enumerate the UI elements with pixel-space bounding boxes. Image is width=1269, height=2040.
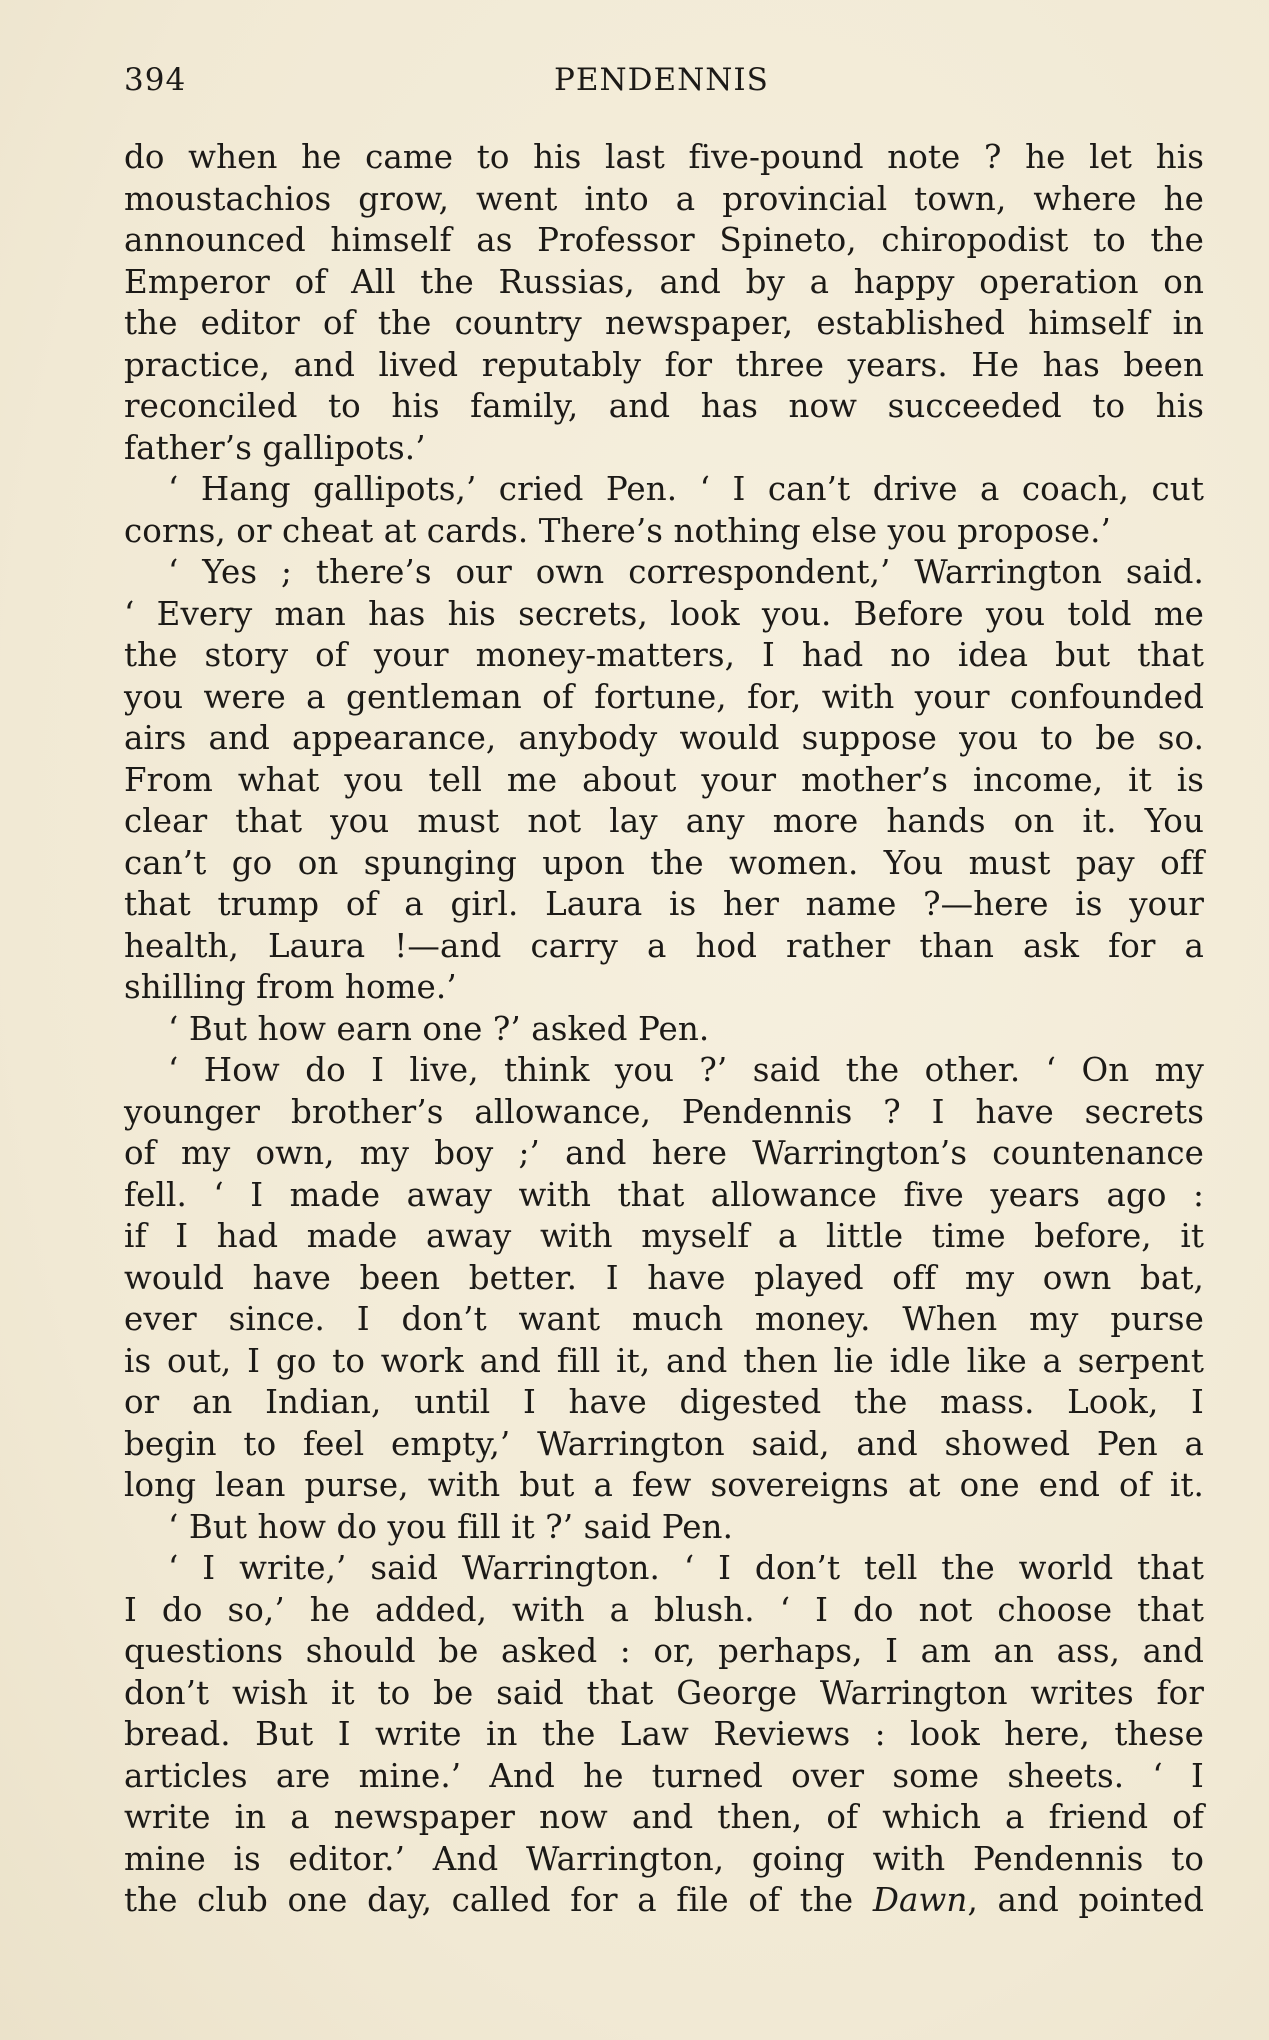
text-line-content: the editor of the country newspaper, established himself in: [124, 304, 1204, 342]
text-line: [124, 1299, 1204, 1341]
text-line: [124, 760, 1204, 802]
text-line: [124, 1258, 1204, 1300]
text-line-content: or an Indian, until I have digested the mass. Look, I: [124, 1383, 1204, 1421]
text-line: [124, 1050, 1204, 1092]
text-line-tail: , and pointed: [967, 1881, 1204, 1919]
text-line: [124, 179, 1204, 221]
text-line: [124, 718, 1204, 760]
text-line: [124, 1631, 1204, 1673]
text-line: [124, 1341, 1204, 1383]
text-line-content: ‘ Hang gallipots,’ cried Pen. ‘ I can’t drive a coach, cut: [168, 470, 1204, 508]
text-line-content: ‘ But how do you fill it ?’ said Pen.: [168, 1507, 734, 1546]
text-line-content: the club one day, called for a file of the: [124, 1881, 873, 1919]
text-line: [124, 677, 1204, 719]
text-line: [124, 137, 1204, 179]
text-line: [124, 386, 1204, 428]
text-line-content: do when he came to his last five-pound note ? he let his: [124, 138, 1204, 176]
text-line: [124, 1756, 1204, 1798]
body-text: [124, 137, 1204, 1922]
text-line-content: From what you tell me about your mother’s income, it is: [124, 760, 1204, 799]
text-line-content: begin to feel empty,’ Warrington said, and showed Pen a: [124, 1424, 1204, 1463]
text-line-content: I do so,’ he added, with a blush. ‘ I do not choose that: [124, 1590, 1204, 1629]
text-line: [124, 428, 1204, 470]
text-line: [124, 635, 1204, 677]
text-line-content: moustachios grow, went into a provincial town, where he: [124, 179, 1204, 218]
text-line-content: write in a newspaper now and then, of which a friend of: [124, 1798, 1204, 1836]
text-line: [124, 1382, 1204, 1424]
text-line-content: is out, I go to work and fill it, and then lie idle like a serpent: [124, 1341, 1204, 1380]
text-line-content: airs and appearance, anybody would suppose you to be so.: [124, 719, 1204, 757]
text-line-content: ‘ I write,’ said Warrington. ‘ I don’t tell the world that: [168, 1549, 1204, 1587]
text-line: [124, 552, 1204, 594]
text-line: [124, 1673, 1204, 1715]
text-line: [124, 1009, 1204, 1051]
text-line-content: Emperor of All the Russias, and by a happy operation on: [124, 262, 1204, 301]
text-line-content: younger brother’s allowance, Pendennis ? I have secrets: [124, 1092, 1204, 1131]
text-line-content: ‘ Yes ; there’s our own correspondent,’ Warrington said.: [168, 553, 1204, 591]
text-line: [124, 345, 1204, 387]
text-line: [124, 801, 1204, 843]
text-line-content: practice, and lived reputably for three years. He has been: [124, 345, 1204, 384]
italic-title: Dawn: [872, 1881, 968, 1919]
text-line: [124, 1714, 1204, 1756]
text-line: [124, 220, 1204, 262]
text-line: [124, 303, 1204, 345]
text-line: [124, 1216, 1204, 1258]
text-line-content: would have been better. I have played off my own bat,: [124, 1258, 1204, 1297]
text-line-content: questions should be asked : or, perhaps, I am an ass, and: [124, 1632, 1204, 1670]
page-header: [124, 62, 1204, 106]
text-line-content: father’s gallipots.’: [124, 428, 426, 467]
text-line-content: ‘ How do I live, think you ?’ said the other. ‘ On my: [168, 1051, 1204, 1089]
text-line: [124, 262, 1204, 304]
text-line-content: mine is editor.’ And Warrington, going with Pendennis to: [124, 1839, 1204, 1878]
text-line-content: ‘ But how earn one ?’ asked Pen.: [168, 1009, 710, 1048]
text-line-content: announced himself as Professor Spineto, chiropodist to the: [124, 221, 1204, 259]
text-line: [124, 884, 1204, 926]
running-head: PENDENNIS: [554, 62, 769, 98]
text-line: [124, 1133, 1204, 1175]
text-line: [124, 843, 1204, 885]
text-line: [124, 926, 1204, 968]
text-line: [124, 1839, 1204, 1881]
text-line-content: don’t wish it to be said that George Warrington writes for: [124, 1673, 1204, 1712]
text-line: [124, 511, 1204, 553]
text-line-content: corns, or cheat at cards. There’s nothing else you propose.’: [124, 511, 1111, 550]
text-line: [124, 967, 1204, 1009]
text-line-content: long lean purse, with but a few sovereigns at one end of it.: [124, 1466, 1204, 1504]
text-line: [124, 1092, 1204, 1134]
text-line-content: bread. But I write in the Law Reviews : look here, these: [124, 1715, 1204, 1753]
text-line-content: can’t go on spunging upon the women. You must pay off: [124, 843, 1204, 882]
text-line: [124, 1175, 1204, 1217]
text-line-content: ‘ Every man has his secrets, look you. Before you told me: [124, 594, 1204, 633]
text-line-content: shilling from home.’: [124, 968, 457, 1006]
text-line: [124, 1424, 1204, 1466]
text-line-content: ever since. I don’t want much money. When my purse: [124, 1300, 1204, 1338]
text-line: [124, 1590, 1204, 1632]
text-line: [124, 1880, 1204, 1922]
text-line-content: you were a gentleman of fortune, for, with your confounded: [124, 677, 1204, 716]
text-line: [124, 1548, 1204, 1590]
text-line: [124, 594, 1204, 636]
text-line-content: that trump of a girl. Laura is her name ?—here is your: [124, 885, 1204, 923]
text-line-content: clear that you must not lay any more hands on it. You: [124, 802, 1204, 840]
page-number: 394: [124, 62, 187, 98]
text-line: [124, 1465, 1204, 1507]
text-line: [124, 1507, 1204, 1549]
text-line-content: the story of your money-matters, I had no idea but that: [124, 636, 1204, 674]
text-line: [124, 469, 1204, 511]
text-line-content: fell. ‘ I made away with that allowance five years ago :: [124, 1175, 1204, 1214]
text-line-content: of my own, my boy ;’ and here Warrington’s countenance: [124, 1134, 1204, 1172]
text-line-content: if I had made away with myself a little time before, it: [124, 1217, 1204, 1255]
text-line-content: articles are mine.’ And he turned over some sheets. ‘ I: [124, 1756, 1204, 1795]
text-line: [124, 1797, 1204, 1839]
text-line-content: health, Laura !—and carry a hod rather than ask for a: [124, 926, 1204, 965]
text-line-content: reconciled to his family, and has now succeeded to his: [124, 387, 1204, 425]
